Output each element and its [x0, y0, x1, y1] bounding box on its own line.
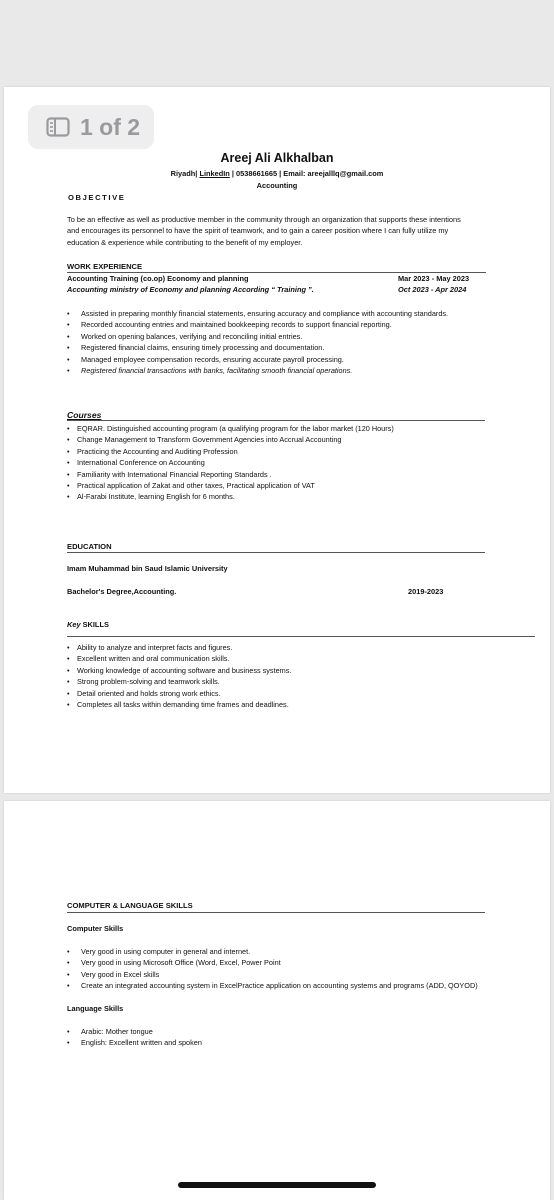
language-skills-subheading: Language Skills — [67, 1004, 124, 1013]
computer-skills-list — [67, 946, 492, 992]
list-item: • Excellent written and oral communication skills. — [67, 654, 230, 664]
list-item: • Registered financial claims, ensuring timely processing and documentation. — [67, 343, 325, 353]
list-item: • Recorded accounting entries and maintained bookkeeping records to support financial reporting. — [67, 320, 392, 330]
list-item: • Registered financial transactions with banks, facilitating smooth financial operations. — [67, 366, 353, 376]
list-item: • Practical application of Zakat and other taxes, Practical application of VAT — [67, 481, 315, 491]
resume-page-2 — [4, 801, 550, 1200]
degree: Bachelor's Degree,Accounting. — [67, 587, 177, 596]
divider — [67, 420, 485, 421]
education-heading: EDUCATION — [67, 542, 112, 551]
degree-years: 2019-2023 — [408, 587, 444, 596]
field-subtitle: Accounting — [256, 181, 298, 190]
pages-sidebar-icon — [46, 117, 70, 137]
university: Imam Muhammad bin Saud Islamic University — [67, 564, 228, 573]
linkedin-link[interactable]: LinkedIn — [199, 169, 230, 178]
skills-heading: Key SKILLS — [67, 620, 109, 629]
city: Riyadh| — [170, 169, 198, 178]
list-item: • Very good in Excel skills — [67, 969, 160, 979]
list-item: • Familiarity with International Financial Reporting Standards . — [67, 469, 272, 479]
job2-title: Accounting ministry of Economy and planning According “ Training ”. — [67, 285, 314, 294]
list-item: • Detail oriented and holds strong work ethics. — [67, 688, 221, 698]
list-item: • Very good in using computer in general and internet. — [67, 947, 251, 956]
page-indicator[interactable] — [28, 105, 154, 149]
list-item: • International Conference on Accounting — [67, 458, 205, 468]
phone-email: | 0538661665 | Email: areejalllq@gmail.com — [231, 169, 384, 178]
language-skills-list — [67, 1026, 487, 1049]
list-item: • Change Management to Transform Government Agencies into Accrual Accounting — [67, 435, 342, 445]
job2-dates: Oct 2023 - Apr 2024 — [398, 285, 467, 294]
work-bullets — [67, 308, 467, 376]
list-item: • Completes all tasks within demanding time frames and deadlines. — [67, 700, 289, 710]
computer-language-heading: COMPUTER & LANGUAGE SKILLS — [67, 901, 193, 910]
divider — [67, 552, 485, 553]
list-item: • Very good in using Microsoft Office (Word, Excel, Power Point — [67, 958, 281, 968]
job1-dates: Mar 2023 - May 2023 — [398, 274, 470, 283]
contact-line — [4, 169, 550, 178]
objective-heading: OBJECTIVE — [68, 193, 126, 202]
list-item: • Al-Farabi Institute, learning English for 6 months. — [67, 492, 235, 502]
divider — [67, 272, 486, 273]
courses-heading: Courses — [67, 410, 102, 420]
divider — [67, 636, 535, 637]
list-item: • Arabic: Mother tongue — [67, 1027, 153, 1036]
list-item: • EQRAR. Distinguished accounting program (a qualifying program for the labor market (120 Hours) — [67, 424, 394, 433]
resume-page-1 — [4, 87, 550, 793]
list-item: • Assisted in preparing monthly financial statements, ensuring accuracy and compliance with accounting standards. — [67, 309, 449, 318]
courses-list — [67, 423, 487, 503]
page-count: 1 of 2 — [80, 113, 141, 140]
list-item: • Strong problem-solving and teamwork skills. — [67, 677, 220, 687]
list-item: • Create an integrated accounting system in ExcelPractice application on accounting systems and programs (ADD, QOYOD) — [67, 981, 478, 991]
list-item: • Ability to analyze and interpret facts and figures. — [67, 643, 233, 652]
computer-skills-subheading: Computer Skills — [67, 924, 124, 933]
divider — [67, 912, 485, 913]
resume-name: Areej Ali Alkhalban — [220, 151, 334, 165]
work-experience-heading: WORK EXPERIENCE — [67, 262, 143, 271]
list-item: • Practicing the Accounting and Auditing Profession — [67, 446, 238, 456]
list-item: • Worked on opening balances, verifying and reconciling initial entries. — [67, 331, 303, 341]
list-item: • Managed employee compensation records, ensuring accurate payroll processing. — [67, 354, 344, 364]
skills-list — [67, 642, 487, 710]
list-item: • English: Excellent written and spoken — [67, 1038, 202, 1048]
job1-title: Accounting Training (co.op) Economy and planning — [67, 274, 249, 283]
home-indicator[interactable] — [178, 1182, 376, 1188]
objective-text: To be an effective as well as productive member in the community through an organization that supports these intentions and encourages its personnel to have the spirit of teamwork, and to gain a career position where I can fully utilize my education & experience while contributing to the benefit of my employer. — [67, 215, 461, 247]
list-item: • Working knowledge of accounting software and business systems. — [67, 665, 292, 675]
